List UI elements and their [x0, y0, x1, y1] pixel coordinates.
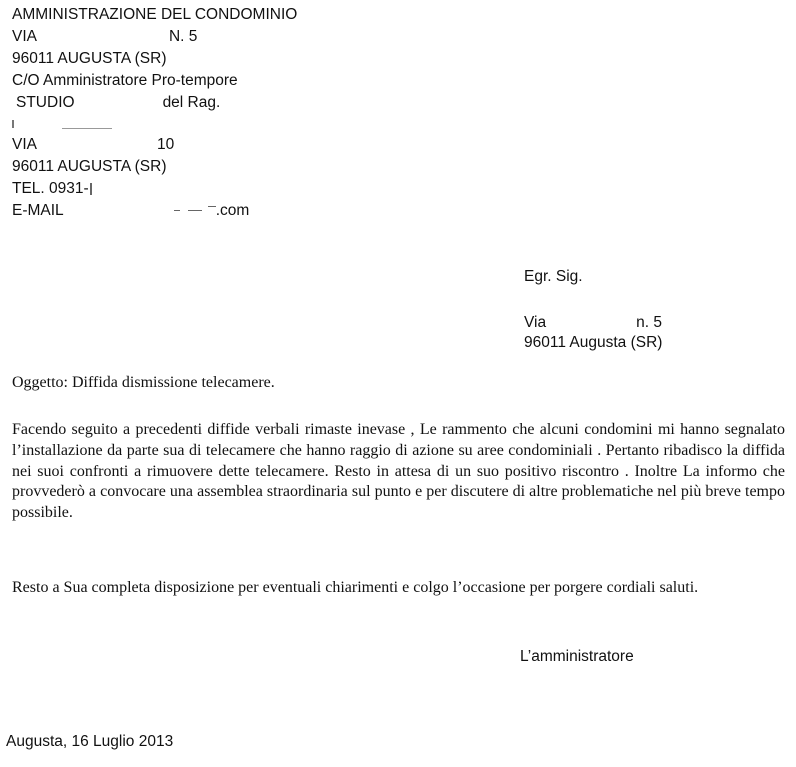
redaction-mark — [12, 120, 14, 128]
recipient-via-number: n. 5 — [636, 314, 662, 331]
body-paragraph-2: Resto a Sua completa disposizione per eventuali chiarimenti e colgo l’occasione per porgere cordiali saluti. — [12, 579, 699, 596]
redaction-mark — [188, 210, 202, 211]
recipient-city: 96011 Augusta (SR) — [524, 334, 663, 351]
sender-via2-number: 10 — [156, 136, 175, 153]
signature: L’amministratore — [520, 648, 634, 665]
sender-city-2: 96011 AUGUSTA (SR) — [12, 158, 167, 175]
sender-address-line-2 — [12, 136, 174, 154]
sender-studio-label: STUDIO — [16, 94, 75, 111]
sender-address-line — [12, 28, 197, 46]
sender-via-label: VIA — [12, 28, 37, 45]
letter-date: Augusta, 16 Luglio 2013 — [6, 733, 174, 750]
sender-email-line — [12, 202, 249, 220]
recipient-via-label: Via — [524, 314, 547, 331]
sender-header: AMMINISTRAZIONE DEL CONDOMINIO — [12, 6, 298, 23]
body-paragraph-1: Facendo seguito a precedenti diffide verbali rimaste inevase , Le rammento che alcuni condomini mi hanno segnalato l’installazione da parte sua di telecamere che hanno raggio di azione su aree condominiali . Pertanto ribadisco la diffida nei suoi confronti a rimuovere dette telecamere. Resto in attesa di un suo positivo riscontro . Inoltre La informo che provvederò a convocare una assemblea straordinaria sul punto e per discutere di altre problematiche nel più breve tempo possibile. — [12, 421, 785, 522]
redaction-mark — [174, 210, 180, 211]
recipient-address-line — [524, 314, 662, 332]
letter-subject: Oggetto: Diffida dismissione telecamere. — [12, 374, 275, 391]
sender-city: 96011 AUGUSTA (SR) — [12, 50, 167, 67]
sender-tel-text: TEL. 0931- — [12, 180, 89, 197]
sender-studio-suffix: del Rag. — [162, 94, 221, 111]
sender-studio-line — [16, 94, 220, 112]
sender-via-number: N. 5 — [168, 28, 198, 45]
sender-telephone — [12, 180, 92, 198]
sender-email-label: E-MAIL — [12, 202, 64, 219]
sender-care-of: C/O Amministratore Pro-tempore — [12, 72, 238, 89]
recipient-salutation: Egr. Sig. — [524, 268, 583, 285]
sender-email-suffix: .com — [215, 202, 250, 219]
sender-via2-label: VIA — [12, 136, 37, 153]
redaction-mark — [62, 128, 112, 129]
redaction-mark — [90, 183, 92, 195]
redaction-mark — [208, 206, 216, 207]
